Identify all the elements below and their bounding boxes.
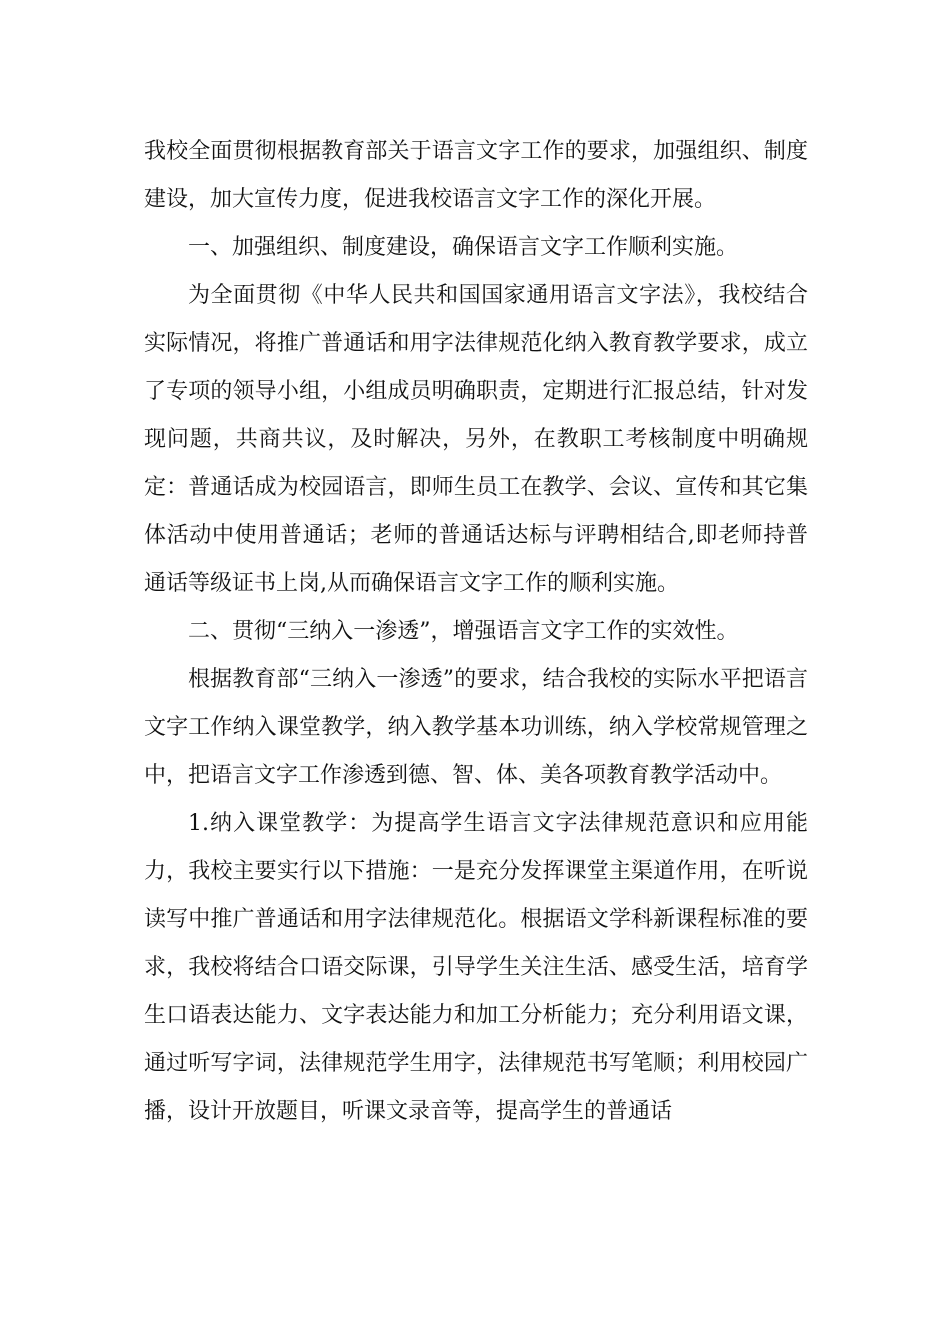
document-body [144, 128, 808, 1136]
paragraph-three-inclusions: 根据教育部“三纳入一渗透”的要求，结合我校的实际水平把语言文字工作纳入课堂教学，纳入教学基本功训练，纳入学校常规管理之中，把语言文字工作渗透到德、智、体、美各项教育教学活动中。 [144, 667, 808, 788]
paragraph-intro: 我校全面贯彻根据教育部关于语言文字工作的要求，加强组织、制度建设，加大宣传力度，促进我校语言文字工作的深化开展。 [144, 139, 808, 212]
paragraph-organization: 为全面贯彻《中华人民共和国国家通用语言文字法》，我校结合实际情况，将推广普通话和用字法律规范化纳入教育教学要求，成立了专项的领导小组，小组成员明确职责，定期进行汇报总结，针对发现问题，共商共议，及时解决，另外，在教职工考核制度中明确规定：普通话成为校园语言，即师生员工在教学、会议、宣传和其它集体活动中使用普通话；老师的普通话达标与评聘相结合,即老师持普通话等级证书上岗,从而确保语言文字工作的顺利实施。 [144, 283, 808, 596]
section-heading-2: 二、贯彻“三纳入一渗透”，增强语言文字工作的实效性。 [188, 619, 739, 644]
section-heading-1: 一、加强组织、制度建设，确保语言文字工作顺利实施。 [188, 235, 739, 260]
paragraph-classroom-teaching: 1.纳入课堂教学：为提高学生语言文字法律规范意识和应用能力，我校主要实行以下措施：一是充分发挥课堂主渠道作用，在听说读写中推广普通话和用字法律规范化。根据语文学科新课程标准的要求，我校将结合口语交际课，引导学生关注生活、感受生活，培育学生口语表达能力、文字表达能力和加工分析能力；充分利用语文课，通过听写字词，法律规范学生用字，法律规范书写笔顺；利用校园广播，设计开放题目，听课文录音等，提高学生的普通话 [144, 811, 808, 1124]
